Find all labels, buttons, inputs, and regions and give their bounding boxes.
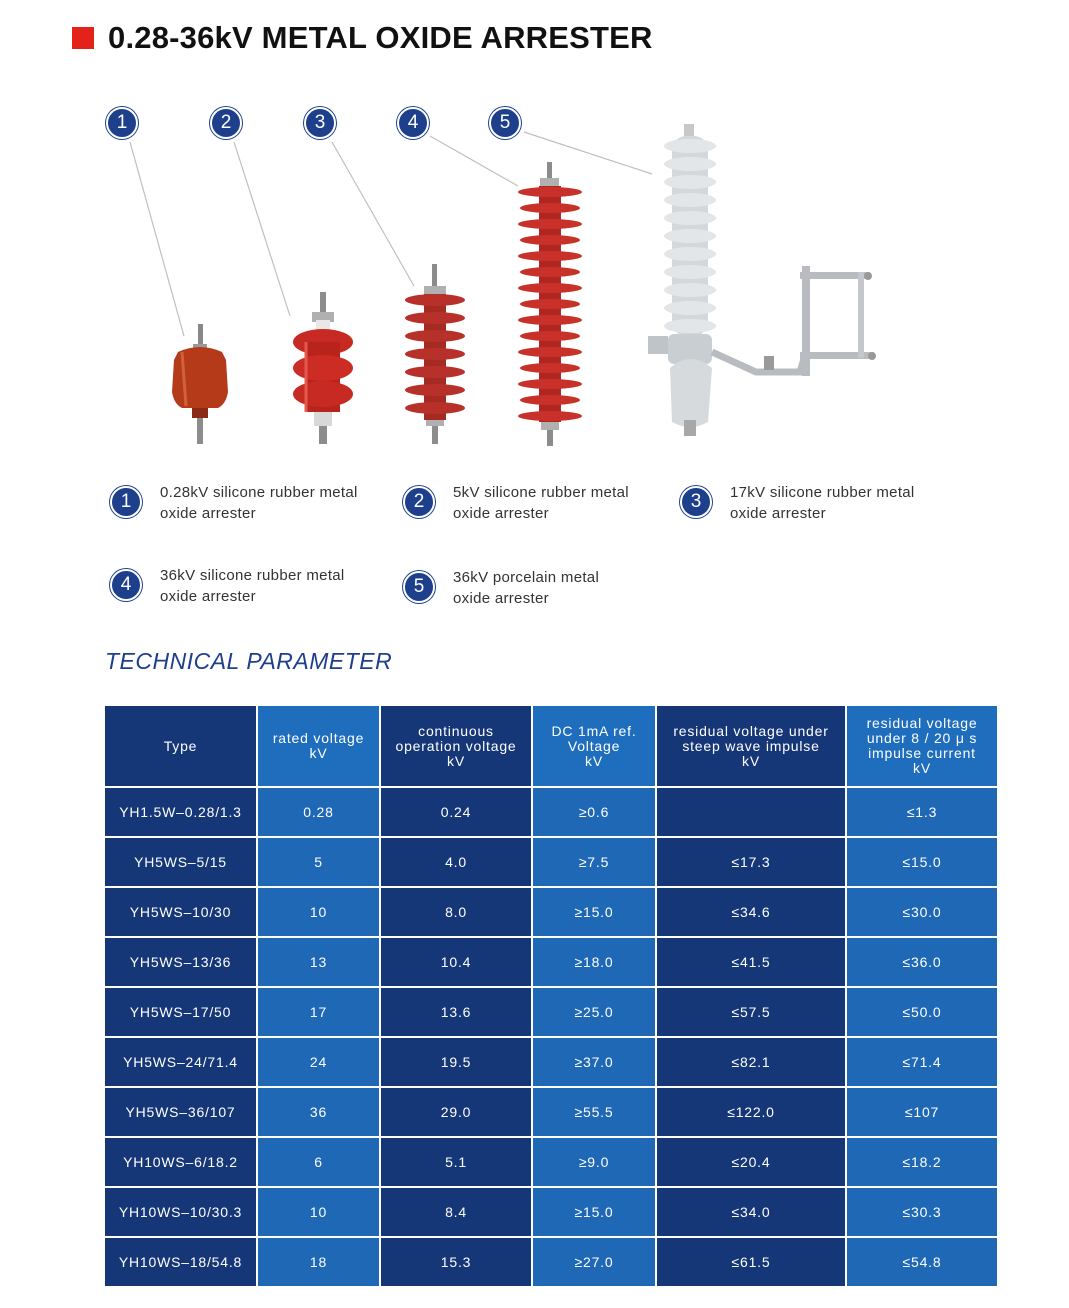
product-photos	[0, 90, 1069, 460]
badge-2: 2	[210, 107, 242, 139]
legend-item-3	[680, 482, 960, 524]
table-row	[104, 1237, 998, 1287]
table-cell: 10.4	[380, 937, 532, 987]
table-cell: ≤20.4	[656, 1137, 846, 1187]
table-cell: ≤15.0	[846, 837, 998, 887]
table-row	[104, 837, 998, 887]
table-cell: ≥18.0	[532, 937, 656, 987]
arrester-illustrations	[0, 90, 1069, 460]
silicone-sheds	[518, 187, 582, 421]
legend-badge: 1	[110, 486, 142, 518]
table-row	[104, 1137, 998, 1187]
table-row	[104, 987, 998, 1037]
legend-line: oxide arrester	[160, 588, 256, 605]
table-cell: ≤18.2	[846, 1137, 998, 1187]
legend-line: oxide arrester	[160, 505, 256, 522]
table-cell: 10	[257, 887, 380, 937]
table-cell: ≥7.5	[532, 837, 656, 887]
table-cell: ≥55.5	[532, 1087, 656, 1137]
legend-badge: 5	[403, 571, 435, 603]
column-header: DC 1mA ref. Voltage kV	[532, 705, 656, 787]
table-cell: ≤41.5	[656, 937, 846, 987]
table-cell: 19.5	[380, 1037, 532, 1087]
table-header-row	[104, 705, 998, 787]
table-row	[104, 937, 998, 987]
table-row	[104, 787, 998, 837]
table-cell: ≤17.3	[656, 837, 846, 887]
legend-line: oxide arrester	[730, 505, 826, 522]
table-cell: YH5WS–13/36	[104, 937, 257, 987]
section-title: TECHNICAL PARAMETER	[105, 648, 393, 674]
badge-4: 4	[397, 107, 429, 139]
table-cell: ≤61.5	[656, 1237, 846, 1287]
arrester-5-image	[648, 124, 876, 436]
table-cell: ≥27.0	[532, 1237, 656, 1287]
legend-line: 0.28kV silicone rubber metal	[160, 484, 358, 501]
table-cell: 5.1	[380, 1137, 532, 1187]
table-cell: 36	[257, 1087, 380, 1137]
table-cell: YH10WS–18/54.8	[104, 1237, 257, 1287]
legend-badge: 4	[110, 569, 142, 601]
column-header: rated voltage kV	[257, 705, 380, 787]
table-cell: ≥15.0	[532, 1187, 656, 1237]
badge-3: 3	[304, 107, 336, 139]
table-cell: ≥0.6	[532, 787, 656, 837]
table-cell: 13	[257, 937, 380, 987]
badge-1: 1	[106, 107, 138, 139]
table-row	[104, 1037, 998, 1087]
arrester-2-image	[293, 292, 353, 444]
legend-line: 36kV porcelain metal	[453, 569, 600, 586]
table-cell: YH5WS–10/30	[104, 887, 257, 937]
table-cell: YH10WS–10/30.3	[104, 1187, 257, 1237]
table-cell: 29.0	[380, 1087, 532, 1137]
legend-item-4	[110, 565, 390, 607]
arrester-1-image	[172, 324, 228, 444]
legend-line: oxide arrester	[453, 590, 549, 607]
table-cell: ≤122.0	[656, 1087, 846, 1137]
technical-parameter-table	[103, 704, 999, 1288]
table-cell: 24	[257, 1037, 380, 1087]
table-cell: ≥9.0	[532, 1137, 656, 1187]
legend-badge: 2	[403, 486, 435, 518]
table-cell: 4.0	[380, 837, 532, 887]
legend-item-5	[403, 567, 683, 609]
column-header: residual voltage under steep wave impulse kV	[656, 705, 846, 787]
table-cell: 0.24	[380, 787, 532, 837]
table-cell: ≥37.0	[532, 1037, 656, 1087]
porcelain-sheds	[664, 139, 716, 333]
red-square-icon	[72, 27, 94, 49]
page-title: 0.28-36kV METAL OXIDE ARRESTER	[108, 20, 653, 55]
table-row	[104, 887, 998, 937]
table-cell: 10	[257, 1187, 380, 1237]
table-cell: ≤71.4	[846, 1037, 998, 1087]
table-cell: ≤30.0	[846, 887, 998, 937]
table-row	[104, 1187, 998, 1237]
table-cell: 8.0	[380, 887, 532, 937]
page-header	[72, 18, 653, 58]
legend-item-2	[403, 482, 683, 524]
table-cell: ≥25.0	[532, 987, 656, 1037]
legend-item-1	[110, 482, 390, 524]
table-cell: ≤50.0	[846, 987, 998, 1037]
legend-badge: 3	[680, 486, 712, 518]
table-cell: 15.3	[380, 1237, 532, 1287]
legend-line: 17kV silicone rubber metal	[730, 484, 915, 501]
table-cell	[656, 787, 846, 837]
table-cell: 6	[257, 1137, 380, 1187]
table-cell: 5	[257, 837, 380, 887]
table-cell: 17	[257, 987, 380, 1037]
table-cell: ≤30.3	[846, 1187, 998, 1237]
table-row	[104, 1087, 998, 1137]
table-cell: 0.28	[257, 787, 380, 837]
table-cell: YH5WS–5/15	[104, 837, 257, 887]
table-cell: ≤36.0	[846, 937, 998, 987]
arrester-4-image	[518, 162, 582, 446]
table-cell: ≥15.0	[532, 887, 656, 937]
table-cell: ≤34.0	[656, 1187, 846, 1237]
table-cell: ≤57.5	[656, 987, 846, 1037]
table-cell: YH5WS–36/107	[104, 1087, 257, 1137]
table-cell: ≤34.6	[656, 887, 846, 937]
table-cell: YH5WS–24/71.4	[104, 1037, 257, 1087]
table-cell: ≤82.1	[656, 1037, 846, 1087]
table-cell: YH5WS–17/50	[104, 987, 257, 1037]
table-cell: 8.4	[380, 1187, 532, 1237]
table-cell: YH10WS–6/18.2	[104, 1137, 257, 1187]
badge-5: 5	[489, 107, 521, 139]
column-header: continuous operation voltage kV	[380, 705, 532, 787]
table-cell: YH1.5W–0.28/1.3	[104, 787, 257, 837]
column-header: residual voltage under 8 / 20 μ s impulse current kV	[846, 705, 998, 787]
table-cell: 13.6	[380, 987, 532, 1037]
legend-line: 5kV silicone rubber metal	[453, 484, 629, 501]
column-header: Type	[104, 705, 257, 787]
table-cell: ≤107	[846, 1087, 998, 1137]
table-cell: ≤54.8	[846, 1237, 998, 1287]
legend-line: oxide arrester	[453, 505, 549, 522]
table-cell: 18	[257, 1237, 380, 1287]
table-cell: ≤1.3	[846, 787, 998, 837]
arrester-3-image	[405, 264, 465, 444]
legend-line: 36kV silicone rubber metal	[160, 567, 345, 584]
